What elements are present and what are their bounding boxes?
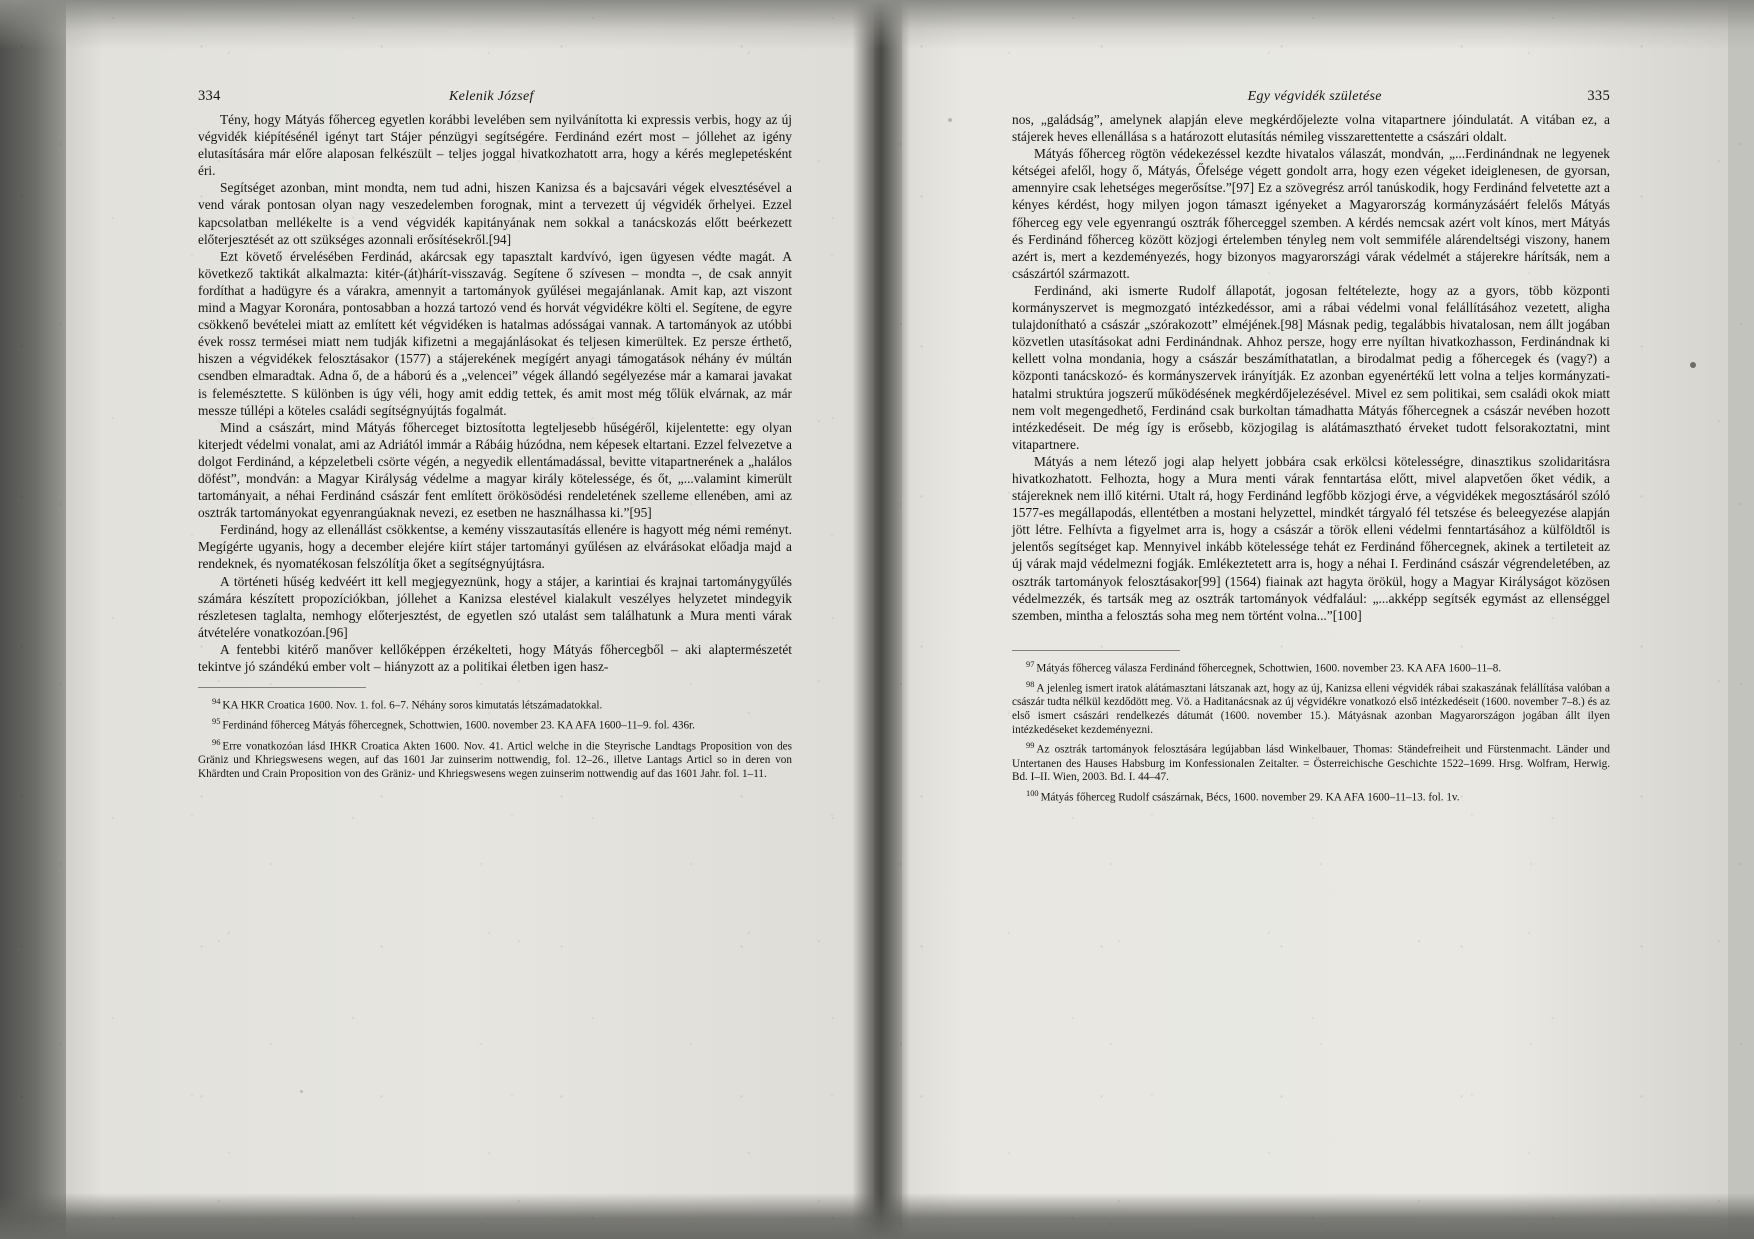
bottom-edge-shadow bbox=[0, 1193, 1754, 1239]
left-footnotes bbox=[198, 695, 792, 781]
right-paragraph-4: Mátyás a nem létező jogi alap helyett jobbára csak erkölcsi kötelességre, dinasztikus szolidaritásra hivatkozhatott. Felhozta, hogy a Mura menti várak fenntartása előtt, mivel alapvetően őket védik, a stájereknek nem illő kitérni. Utalt rá, hogy Ferdinánd legfőbb közjogi érve, a végvidékek megosztásáról szóló 1577-es megállapodás, ellentétben a mostani helyzettel, mindkét tárgyaló fél tetszése és beleegyezése alapján jött létre. Felhívta a figyelmet arra is, hogy a császár a török elleni védelmi fenntartásához a külföldtől is jelentős segítséget kap. Mennyivel inkább kötelessége tehát ez Ferdinánd főhercegnek, akinek a tertileteit az új várak majd védelmezni fogják. Emlékeztetett arra is, hogy a néhai I. Ferdinánd császár végrendeletében, az osztrák tartományok felosztásakor[99] (1564) fiainak azt hagyta örökül, hogy a Magyar Királyságot közösen védelmezzék, és tartsák meg az osztrák tartományok védfalául: „...akképp segítsék egymást az ellenséggel szemben, mintha a felosztás soha meg nem történt volna...”[100] bbox=[1012, 453, 1610, 623]
footnote-99 bbox=[1012, 739, 1610, 785]
footnote-96 bbox=[198, 736, 792, 782]
footnote-99-marker: 99 bbox=[1026, 741, 1035, 751]
footnote-95-text: Ferdinánd főherceg Mátyás főhercegnek, Schottwien, 1600. november 23. KA AFA 1600–11–9. fol. 436r. bbox=[222, 720, 695, 733]
left-edge-shadow bbox=[0, 0, 66, 1239]
left-paragraph-2: Segítséget azonban, mint mondta, nem tud adni, hiszen Kanizsa és a bajcsavári végek elvesztésével a vend várak pontosan olyan nagy veszedelemben forognak, mint a tervezett új végvidék őrhelyei. Ezzel kapcsolatban mellékelte is a vend végvidék kapitányának nem sokkal a tanácskozás előtt beérkezett előterjesztését az ott szükséges azonnali erősítésekről.[94] bbox=[198, 180, 792, 247]
footnote-100-marker: 100 bbox=[1026, 788, 1039, 798]
footnote-97-marker: 97 bbox=[1026, 659, 1035, 669]
footnote-97 bbox=[1012, 658, 1610, 676]
footnote-94-marker: 94 bbox=[212, 697, 221, 707]
footnote-96-text: Erre vonatkozóan lásd IHKR Croatica Akten 1600. Nov. 41. Articl welche in die Steyrische Landtags Proposition von des Gräniz und Khriegswesens wegen, auf das 1601 Jar zuinserim nottwendig, fol. 12–26., illetve Lantags Articl so in deren von Khärdten und Crain Proposition von des Gräniz- und Khriegswesens wegen zuinserim nottwendig auf das 1601 Jahr. fol. 1–11. bbox=[198, 740, 792, 780]
right-paragraph-1: nos, „galádság”, amelynek alapján eleve megkérdőjelezte volna vitapartnere jóindulatát. A vitában ez, a stájerek heves ellenállása s a határozott elutasítás némileg visszarettentette a császári oldalt. bbox=[1012, 112, 1610, 145]
footnote-95-marker: 95 bbox=[212, 717, 221, 727]
right-page-number: 335 bbox=[1587, 88, 1610, 104]
footnote-94-text: KA HKR Croatica 1600. Nov. 1. fol. 6–7. Néhány soros kimutatás létszámadatokkal. bbox=[222, 699, 603, 712]
footnote-96-marker: 96 bbox=[212, 737, 221, 747]
right-running-head-title: Egy végvidék születése bbox=[1247, 89, 1382, 104]
right-page-column bbox=[1012, 88, 1610, 807]
scan-speck-3 bbox=[300, 1090, 303, 1093]
scan-speck-1 bbox=[1690, 362, 1696, 368]
left-paragraph-3: Ezt követő érvelésében Ferdinád, akárcsak egy tapasztalt kardvívó, igen ügyesen védte magát. A következő taktikát alkalmazta: kitér-(át)hárít-visszavág. Segítene ő szívesen – mondta –, de csak annyit fordíthat a hadügyre és a várakra, amennyit a tartományok gyűlései megajánlanak. Amit kap, azt viszont mind a Magyar Koronára, pontosabban a hozzá tartozó vend és horvát végvidékre költi el. Segítene, de egyre csökkenő bevételei miatt az említett két végvidéken is hatalmas adósságai vannak. A tartományok az utóbbi évek rossz termései miatt nem tudják kifizetni a megajánlásokat és teljesen kimerültek. Ez persze érthető, hiszen a végvidékek felosztásakor (1577) a stájerekének megígért anyagi támogatások néhány év múltán csendben elmaradtak. Adna ő, de a háború és a „velencei” végek állandó segélyezése már a kamarai javakat is felemésztette. S különben is úgy véli, hogy amit eddig tettek, és amit most még tőlük elvárnak, az már messze túllépi a köteles családi segítségnyújtás fogalmát. bbox=[198, 248, 792, 418]
left-paragraph-4: Mind a császárt, mind Mátyás főherceget biztosította legteljesebb hűségéről, kijelentette: egy olyan kiterjedt védelmi vonalat, ami az Adriától immár a Rábáig húzódna, nem képesek eltartani. Ezzel felvezetve a dolgot Ferdinánd, a képzeletbeli csörte végén, a negyedik ellentámadással, bevitte vitapartnerének a „halálos döfést”, mondván: a Magyar Királyság védelme a magyar király kötelessége, és őt, „...valamint kimerült tartományait, a néhai Ferdinánd császár fent említett örökösödési rendeletének szelleme ellenében, ami az osztrák tartományokat egyenrangúaknak nevezi, ez esetben ne használhassa ki.”[95] bbox=[198, 419, 792, 521]
right-footnote-separator bbox=[1012, 650, 1180, 651]
left-running-head-title: Kelenik József bbox=[448, 89, 534, 104]
top-edge-shadow bbox=[0, 0, 1754, 50]
left-footnote-separator bbox=[198, 687, 366, 688]
scan-speck-2 bbox=[948, 118, 952, 122]
footnote-94 bbox=[198, 695, 792, 713]
left-page-column bbox=[198, 88, 792, 783]
left-paragraph-7: A fentebbi kitérő manőver kellőképpen érzékelteti, hogy Mátyás főhercegből – aki alaptermészetét tekintve jó szándékú ember volt – hiányzott az a politikai életben igen hasz- bbox=[198, 641, 792, 674]
footnote-100 bbox=[1012, 787, 1610, 805]
footnote-99-text: Az osztrák tartományok felosztására legújabban lásd Winkelbauer, Thomas: Ständefreiheit und Fürstenmacht. Länder und Untertanen des Hauses Habsburg im Konfessionalen Zeitalter. = Österreichische Geschichte 1522–1699. Hrsg. Wolfram, Herwig. Bd. I–II. Wien, 2003. Bd. I. 44–47. bbox=[1012, 743, 1610, 784]
footnote-100-text: Mátyás főherceg Rudolf császárnak, Bécs, 1600. november 29. KA AFA 1600–11–13. fol. 1v. bbox=[1040, 791, 1460, 804]
footnote-98-marker: 98 bbox=[1026, 680, 1035, 690]
left-running-head bbox=[198, 88, 792, 105]
left-paragraph-6: A történeti hűség kedvéért itt kell megjegyeznünk, hogy a stájer, a karintiai és krajnai tartománygyűlés számára készített propozíciókban, jóllehet a Kanizsa elestével kialakult veszélyes helyzetet mindegyik részletesen taglalta, nemhogy előterjesztést, de egyetlen szó utalást sem találhatunk a Mura menti várak átvételére vonatkozóan.[96] bbox=[198, 573, 792, 640]
right-running-head bbox=[1012, 88, 1610, 105]
footnote-98-text: A jelenleg ismert iratok alátámasztani látszanak azt, hogy az új, Kanizsa elleni végvidék rábai szakaszának felállítása valóban a császár tudta nélkül kezdődött meg. Vö. a Haditanácsnak az új végvidékre vonatkozó első intézkedéseit (1600. november 7–8.) és az első ismert császári rendelkezés dátumát (1600. november 15.). Mátyásnak azonban Magyarországon jogában állt ilyen intézkedéseket kezdeményezni. bbox=[1012, 682, 1610, 736]
footnote-98 bbox=[1012, 678, 1610, 737]
right-paragraph-3: Ferdinánd, aki ismerte Rudolf állapotát, jogosan feltételezte, hogy az a gyors, több központi kormányszervet is megmozgató intézkedéssor, ami a rábai védelmi vonal felállításához vezetett, aligha tulajdonítható a császár „szórakozott” elméjének.[98] Másnak pedig, tegalábbis hivatalosan, nem állt jogában közvetlen utasításokat adni Ferdinándnak. Ahhoz persze, hogy erre nyíltan hivatkozhasson, Ferdinándnak ki kellett volna mondania, hogy a császár beszámíthatatlan, a birodalmat pedig a főhercegek és (vagy?) a központi tanácskozó- és kormányszervek irányítják. Ez azonban egyenértékű lett volna a teljes kormányzati-hatalmi struktúra jogszerű működésének megkérdőjelezésével. Mivel ez sem politikai, sem családi okok miatt nem volt megengedhető, Ferdinánd csak burkoltan támadhatta Mátyás főhercegnek a császár nevében hozott intézkedéseit. De még így is erősebb, közjogilag is alátámasztható érveket tudott felsorakoztatni, mint vitapartnere. bbox=[1012, 282, 1610, 452]
footnote-95 bbox=[198, 715, 792, 733]
book-gutter-shadow bbox=[852, 0, 910, 1239]
right-footnotes bbox=[1012, 658, 1610, 805]
right-paragraph-2: Mátyás főherceg rögtön védekezéssel kezdte hivatalos válaszát, mondván, „...Ferdinándnak ne legyenek kétségei afelől, hogy ő, Mátyás, Őfelsége végett gondolt arra, hogy ezen végeket ideiglenesen, de gyorsan, amennyire csak lehetséges megerősítse.”[97] Ez a szövegrész arról tanúskodik, hogy Ferdinánd felvetette azt a kényes kérdést, hogy milyen jogon támaszt igényeket a Magyarország kormányzásáért felelős Mátyás főherceg egy vele egyenrangú osztrák főherceggel szemben. A kérdés nemcsak azért volt kínos, mert Mátyás és Ferdinánd főherceg között közjogi értelemben tényleg nem volt semmiféle alárendeltségi viszony, hanem azért is, mert a kezdeményezés, hogy bizonyos magyarországi várak védelmét a stájerekre hárítsák, nem a császártól származott. bbox=[1012, 146, 1610, 281]
left-paragraph-5: Ferdinánd, hogy az ellenállást csökkentse, a kemény visszautasítás ellenére is hagyott még némi reményt. Megígérte ugyanis, hogy a december elejére kiírt stájer tartományi gyűlésen az elvárásokat előadja majd a rendeknek, és nyomatékosan felszólítja őket a segítségnyújtásra. bbox=[198, 522, 792, 572]
left-paragraph-1: Tény, hogy Mátyás főherceg egyetlen korábbi levelében sem nyilvánította ki expressis verbis, hogy az új végvidék kiépítésénél igényt tart Stájer pénzügyi segítségére. Ferdinánd ezért most – jóllehet az igény elutasítására már előre alaposan felkészült – teljes joggal hivatkozhatott arra, hogy a kérés meglepetésként éri. bbox=[198, 112, 792, 179]
left-page-number: 334 bbox=[198, 88, 221, 104]
footnote-97-text: Mátyás főherceg válasza Ferdinánd főhercegnek, Schottwien, 1600. november 23. KA AFA 1600–11–8. bbox=[1036, 662, 1502, 675]
